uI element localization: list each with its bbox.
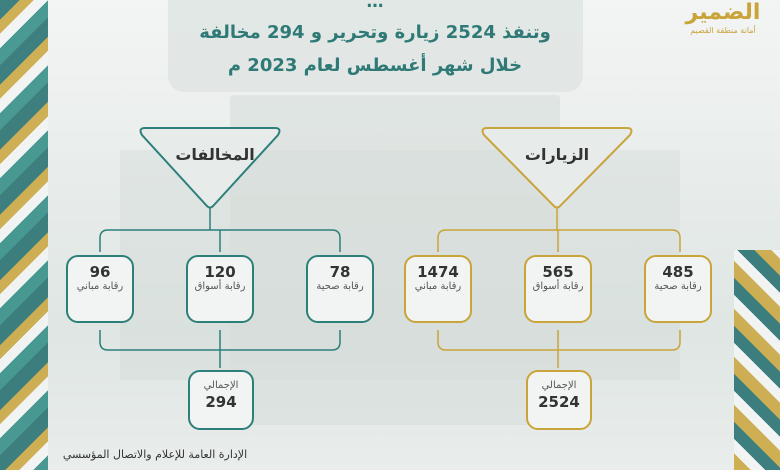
logo-mark: الضمير [685,0,761,25]
visits-title: الزيارات [524,145,590,164]
header-line-1: … [366,0,384,12]
card-value: 96 [89,263,111,281]
card-value: 565 [542,263,574,281]
card-label: رقابة أسواق [532,281,584,292]
card-label: رقابة أسواق [194,281,246,292]
visits-card-buildings [404,255,472,323]
visits-triangle [483,128,632,208]
total-label: الإجمالي [203,380,239,391]
header-line-3: خلال شهر أغسطس لعام 2023 م [227,55,523,76]
violations-card-buildings [66,255,134,323]
violations-triangle [141,128,280,208]
card-value: 78 [329,263,351,281]
violations-total [188,370,254,430]
card-value: 485 [662,263,694,281]
visits-total [526,370,592,430]
footer-text: الإدارة العامة للإعلام والاتصال المؤسسي [62,448,248,461]
card-value: 120 [204,263,236,281]
visits-card-health [644,255,712,323]
header-line-2: وتنفذ 2524 زيارة وتحرير و 294 مخالفة [199,22,551,43]
total-value: 2524 [538,393,580,411]
card-label: رقابة صحية [316,281,364,292]
card-value: 1474 [417,263,459,281]
visits-card-markets [524,255,592,323]
card-label: رقابة صحية [654,281,702,292]
violations-card-markets [186,255,254,323]
card-label: رقابة مباني [414,281,462,292]
total-value: 294 [205,393,237,411]
total-label: الإجمالي [541,380,577,391]
violations-title: المخالفات [175,145,255,164]
logo-subtitle: أمانة منطقة القصيم [690,26,756,35]
card-label: رقابة مباني [76,281,124,292]
violations-card-health [306,255,374,323]
